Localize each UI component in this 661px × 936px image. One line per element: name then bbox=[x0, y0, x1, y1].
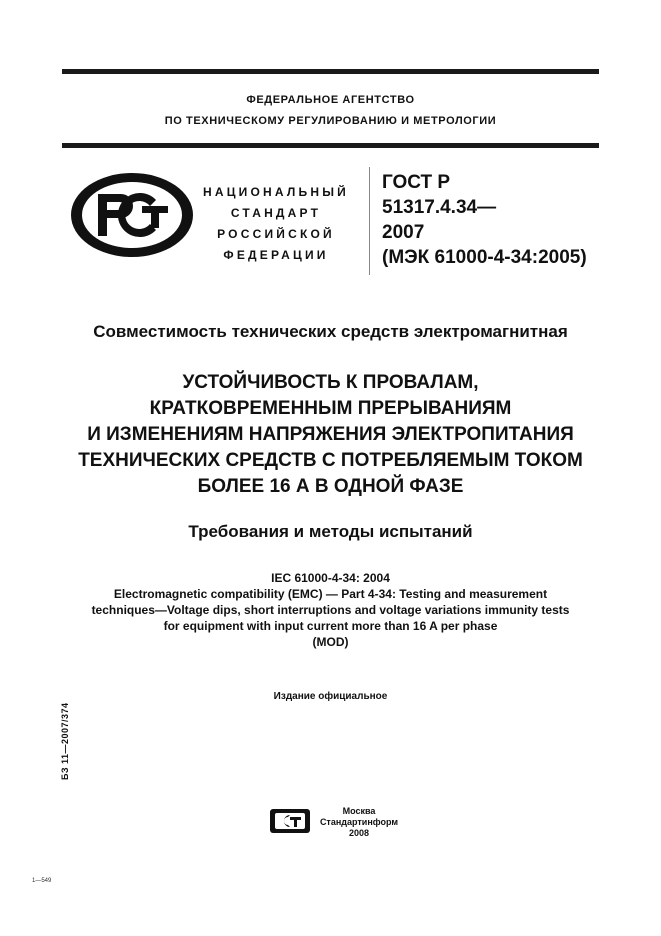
agency-header bbox=[62, 90, 599, 132]
national-standard-line-2: СТАНДАРТ bbox=[230, 206, 322, 220]
rst-certification-mark-icon bbox=[70, 172, 194, 258]
designation-line-3: 2007 bbox=[382, 222, 425, 243]
document-title bbox=[20, 370, 641, 500]
iec-line-5: (MOD) bbox=[312, 635, 349, 649]
designation-line-1: ГОСТ Р bbox=[382, 172, 451, 193]
title-line-4: ТЕХНИЧЕСКИХ СРЕДСТВ С ПОТРЕБЛЯЕМЫМ ТОКОМ bbox=[78, 450, 583, 471]
footer-code: 1—549 bbox=[32, 878, 52, 884]
title-line-3: И ИЗМЕНЕНИЯМ НАПРЯЖЕНИЯ ЭЛЕКТРОПИТАНИЯ bbox=[87, 424, 574, 445]
middle-rule bbox=[62, 143, 599, 148]
publisher-year: 2008 bbox=[348, 828, 370, 838]
designation-line-4: (МЭК 61000-4-34:2005) bbox=[382, 247, 587, 268]
side-code: БЗ 11—2007/374 bbox=[60, 702, 70, 780]
vertical-divider bbox=[369, 167, 370, 275]
iec-line-4: for equipment with input current more than 16 A per phase bbox=[163, 619, 498, 633]
subject-heading: Совместимость технических средств электромагнитная bbox=[93, 322, 568, 341]
iec-line-3: techniques—Voltage dips, short interruptions and voltage variations immunity tests bbox=[91, 603, 570, 617]
national-standard-line-4: ФЕДЕРАЦИИ bbox=[223, 248, 329, 262]
agency-line-2: ПО ТЕХНИЧЕСКОМУ РЕГУЛИРОВАНИЮ И МЕТРОЛОГИИ bbox=[164, 115, 497, 127]
national-standard-label bbox=[190, 182, 362, 266]
title-line-1: УСТОЙЧИВОСТЬ К ПРОВАЛАМ, bbox=[182, 372, 479, 393]
title-line-5: БОЛЕЕ 16 А В ОДНОЙ ФАЗЕ bbox=[197, 476, 464, 497]
top-rule bbox=[62, 69, 599, 74]
official-edition-label: Издание официальное bbox=[273, 691, 388, 702]
national-standard-line-3: РОССИЙСКОЙ bbox=[217, 227, 335, 241]
publisher-name: Стандартинформ bbox=[319, 817, 399, 827]
requirements-subtitle: Требования и методы испытаний bbox=[188, 522, 473, 541]
iec-reference bbox=[30, 570, 631, 650]
title-line-2: КРАТКОВРЕМЕННЫМ ПРЕРЫВАНИЯМ bbox=[149, 398, 512, 419]
designation-line-2: 51317.4.34— bbox=[382, 197, 497, 218]
publisher-block bbox=[312, 806, 406, 839]
iec-line-2: Electromagnetic compatibility (EMC) — Part 4-34: Testing and measurement bbox=[113, 587, 548, 601]
standard-designation bbox=[382, 170, 612, 270]
national-standard-line-1: НАЦИОНАЛЬНЫЙ bbox=[202, 185, 350, 199]
iec-line-1: IEC 61000-4-34: 2004 bbox=[271, 571, 390, 585]
publisher-city: Москва bbox=[342, 806, 376, 816]
agency-line-1: ФЕДЕРАЛЬНОЕ АГЕНТСТВО bbox=[246, 94, 415, 106]
standartinform-logo-icon bbox=[268, 806, 312, 836]
